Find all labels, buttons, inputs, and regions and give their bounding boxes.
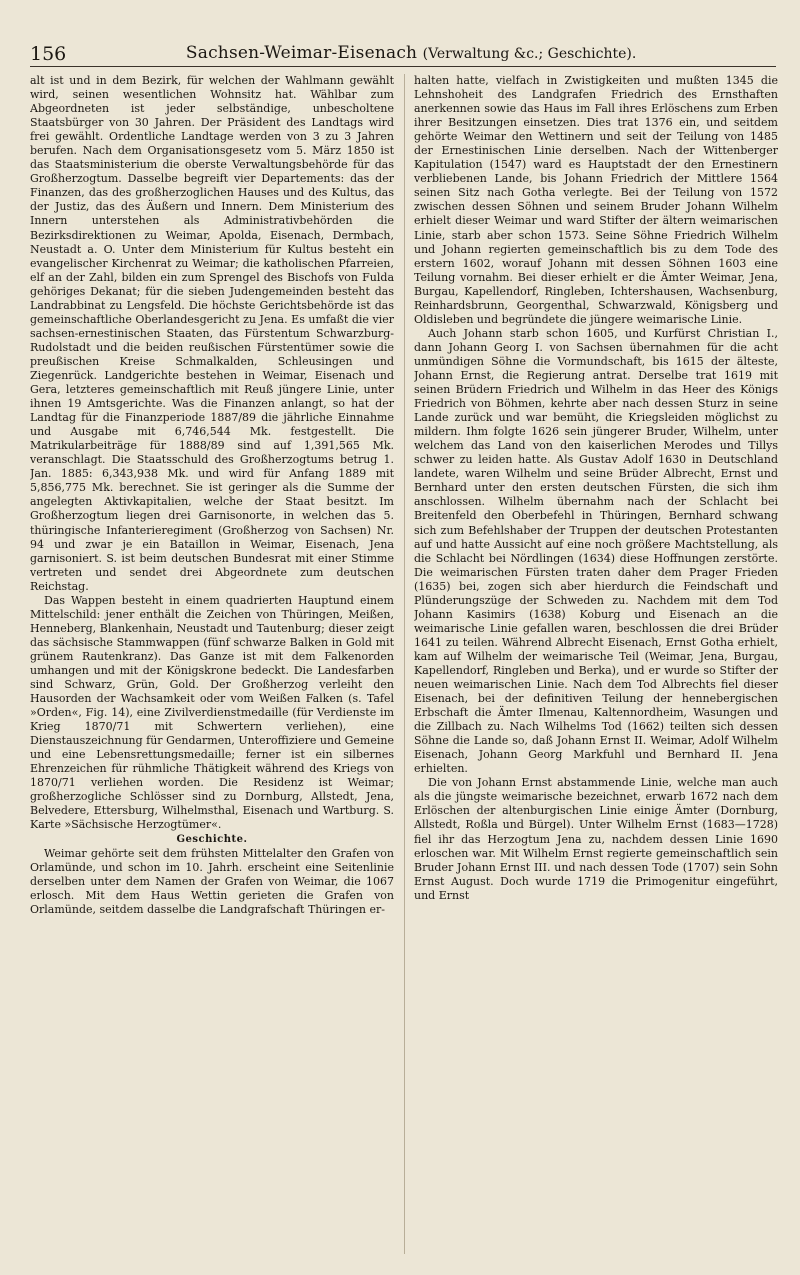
left-column <box>30 74 394 1254</box>
paragraph: alt ist und in dem Bezirk, für welchen der Wahlmann gewählt wird, seinen wesentlichen Wohnsitz hat. Wählbar zum Abgeordneten ist jeder selbständige, unbescholtene Staatsbürger von 30 Jahren. Der Präsident des Landtags wird frei gewählt. Ordentliche Landtage werden von 3 zu 3 Jahren berufen. Nach dem Organisationsgesetz vom 5. März 1850 ist das Staatsministerium die oberste Verwaltungsbehörde für das Großherzogtum. Dasselbe begreift vier Departements: das der Finanzen, das des großherzoglichen Hauses und des Kultus, das der Justiz, das des Äußern und Innern. Dem Ministerium des Innern unterstehen als Administrativbehörden die Bezirksdirektionen zu Weimar, Apolda, Eisenach, Dermbach, Neustadt a. O. Unter dem Ministerium für Kultus besteht ein evangelischer Kirchenrat zu Weimar; die katholischen Pfarreien, elf an der Zahl, bilden ein zum Sprengel des Bischofs von Fulda gehöriges Dekanat; für die sieben Judengemeinden besteht das Landrabbinat zu Lengsfeld. Die höchste Gerichtsbehörde ist das gemeinschaftliche Oberlandesgericht zu Jena. Es umfaßt die vier sachsen-ernestinischen Staaten, das Fürstentum Schwarzburg-Rudolstadt und die beiden reußischen Fürstentümer sowie die preußischen Kreise Schmalkalden, Schleusingen und Ziegenrück. Landgerichte bestehen in Weimar, Eisenach und Gera, letzteres gemeinschaftlich mit Reuß jüngere Linie, unter ihnen 19 Amtsgerichte. Was die Finanzen anlangt, so hat der Landtag für die Finanzperiode 1887/89 die jährliche Einnahme und Ausgabe mit 6,746,544 Mk. festgestellt. Die Matrikularbeiträge für 1888/89 sind auf 1,391,565 Mk. veranschlagt. Die Staatsschuld des Großherzogtums betrug 1. Jan. 1885: 6,343,938 Mk. und wird für Anfang 1889 mit 5,856,775 Mk. berechnet. Sie ist geringer als die Summe der angelegten Aktivkapitalien, welche der Staat besitzt. Im Großherzogtum liegen drei Garnisonorte, in welchen das 5. thüringische Infanterieregiment (Großherzog von Sachsen) Nr. 94 und zwar je ein Bataillon in Weimar, Eisenach, Jena garnisoniert. S. ist beim deutschen Bundesrat mit einer Stimme vertreten und sendet drei Abgeordnete zum deutschen Reichstag. <box>30 74 394 593</box>
paragraph: Weimar gehörte seit dem frühsten Mittelalter den Grafen von Orlamünde, und schon im 10. Jahrh. erscheint eine Seitenlinie derselben unter dem Namen der Grafen von Weimar, die 1067 erlosch. Mit dem Haus Wettin gerieten die Grafen von Orlamünde, seitdem dasselbe die Landgrafschaft Thüringen er- <box>30 846 394 916</box>
page-number: 156 <box>30 43 67 65</box>
text-columns <box>30 74 778 1254</box>
paragraph: halten hatte, vielfach in Zwistigkeiten und mußten 1345 die Lehnshoheit des Landgrafen Friedrich des Ernsthaften anerkennen sowie das Haus im Fall ihres Erlöschens zum Erben ihrer Besitzungen einsetzen. Dies trat 1376 ein, und seitdem gehörte Weimar den Wettinern und seit der Teilung von 1485 der Ernestinischen Linie derselben. Nach der Wittenberger Kapitulation (1547) ward es Hauptstadt der den Ernestinern verbliebenen Lande, bis Johann Friedrich der Mittlere 1564 seinen Sitz nach Gotha verlegte. Bei der Teilung von 1572 zwischen dessen Söhnen und seinem Bruder Johann Wilhelm erhielt dieser Weimar und ward Stifter der ältern weimarischen Linie, starb aber schon 1573. Seine Söhne Friedrich Wilhelm und Johann regierten gemeinschaftlich bis zu dem Tode des erstern 1602, worauf Johann mit dessen Söhnen 1603 eine Teilung vornahm. Bei dieser erhielt er die Ämter Weimar, Jena, Burgau, Kapellendorf, Ringleben, Ichtershausen, Wachsenburg, Reinhardsbrunn, Georgenthal, Schwarzwald, Königsberg und Oldisleben und begründete die jüngere weimarische Linie. <box>414 74 778 326</box>
right-column <box>414 74 778 1254</box>
section-heading: Geschichte. <box>176 833 248 845</box>
running-title-main: Sachsen-Weimar-Eisenach <box>185 43 418 63</box>
column-divider <box>404 74 405 1254</box>
running-title <box>66 41 746 66</box>
running-title-sub: (Verwaltung &c.; Geschichte). <box>422 46 637 62</box>
page-header <box>30 36 776 67</box>
paragraph: Die von Johann Ernst abstammende Linie, welche man auch als die jüngste weimarische bezeichnet, erwarb 1672 nach dem Erlöschen der altenburgischen Linie einige Ämter (Dornburg, Allstedt, Roßla und Bürgel). Unter Wilhelm Ernst (1683—1728) fiel ihr das Herzogtum Jena zu, nachdem dessen Linie 1690 erloschen war. Mit Wilhelm Ernst regierte gemeinschaftlich sein Bruder Johann Ernst III. und nach dessen Tode (1707) sein Sohn Ernst August. Doch wurde 1719 die Primogenitur eingeführt, und Ernst <box>414 776 778 902</box>
paragraph: Das Wappen besteht in einem quadrierten Hauptund einem Mittelschild: jener enthält die Zeichen von Thüringen, Meißen, Henneberg, Blankenhain, Neustadt und Tautenburg; dieser zeigt das sächsische Stammwappen (fünf schwarze Balken in Gold mit grünem Rautenkranz). Das Ganze ist mit dem Falkenorden umhangen und mit der Königskrone bedeckt. Die Landesfarben sind Schwarz, Grün, Gold. Der Großherzog verleiht den Hausorden der Wachsamkeit oder vom Weißen Falken (s. Tafel »Orden«, Fig. 14), eine Zivilverdienstmedaille (für Verdienste im Krieg 1870/71 mit Schwertern verliehen), eine Dienstauszeichnung für Gendarmen, Unteroffiziere und Gemeine und eine Lebensrettungsmedaille; ferner ist ein silbernes Ehrenzeichen für rühmliche Thätigkeit während des Kriegs von 1870/71 verliehen worden. Die Residenz ist Weimar; großherzogliche Schlösser sind zu Dornburg, Allstedt, Jena, Belvedere, Ettersburg, Wilhelmsthal, Eisenach und Wartburg. S. Karte »Sächsische Herzogtümer«. <box>30 593 394 832</box>
paragraph: Auch Johann starb schon 1605, und Kurfürst Christian I., dann Johann Georg I. von Sachsen übernahmen für die acht unmündigen Söhne die Vormundschaft, bis 1615 der älteste, Johann Ernst, die Regierung antrat. Derselbe trat 1619 mit seinen Brüdern Friedrich und Wilhelm in das Heer des Königs Friedrich von Böhmen, kehrte aber nach dessen Sturz in seine Lande zurück und war bemüht, die Kriegsleiden möglichst zu mildern. Ihm folgte 1626 sein jüngerer Bruder, Wilhelm, unter welchem das Land von den kaiserlichen Merodes und Tillys schwer zu leiden hatte. Als Gustav Adolf 1630 in Deutschland landete, waren Wilhelm und seine Brüder Albrecht, Ernst und Bernhard unter den ersten deutschen Fürsten, die sich ihm anschlossen. Wilhelm übernahm nach der Schlacht bei Breitenfeld den Oberbefehl in Thüringen, Bernhard schwang sich zum Befehlshaber der Truppen der deutschen Protestanten auf und hatte Aussicht auf eine noch größere Machtstellung, als die Schlacht bei Nördlingen (1634) diese Hoffnungen zerstörte. Die weimarischen Fürsten traten daher dem Prager Frieden (1635) bei, zogen sich aber hierdurch die Feindschaft und Plünderungszüge der Schweden zu. Nachdem mit dem Tod Johann Kasimirs (1638) Koburg und Eisenach an die weimarische Linie gefallen waren, beschlossen die drei Brüder 1641 zu teilen. Während Albrecht Eisenach, Ernst Gotha erhielt, kam auf Wilhelm der weimarische Teil (Weimar, Jena, Burgau, Kapellendorf, Ringleben und Berka), und er wurde so Stifter der neuen weimarischen Linie. Nach dem Tod Albrechts fiel dieser Eisenach, bei der definitiven Teilung der hennebergischen Erbschaft die Ämter Ilmenau, Kaltennordheim, Wasungen und die Zillbach zu. Nach Wilhelms Tod (1662) teilten sich dessen Söhne die Lande so, daß Johann Ernst II. Weimar, Adolf Wilhelm Eisenach, Johann Georg Markfuhl und Bernhard II. Jena erhielten. <box>414 326 778 776</box>
